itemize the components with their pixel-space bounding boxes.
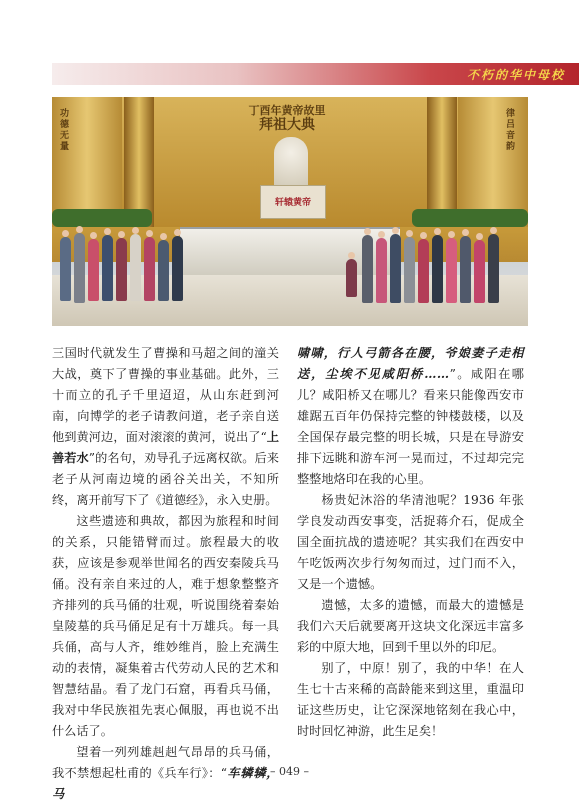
paragraph-1 <box>52 343 279 511</box>
paragraph-1-rest: ”的名句，劝导孔子远离权欲。后来老子从河南边境的函谷关出关，不知所终，离开前写下了《道德经》，永入史册。 <box>52 451 279 507</box>
quote-shang-shan-ruo-shui: 上善若水 <box>52 430 279 465</box>
dragon-pillar-right <box>427 97 457 227</box>
paragraph-4 <box>297 343 524 490</box>
paragraph-7: 别了，中原！别了，我的中华！在人生七十古来稀的高龄能来到这里，重温印证这些历史，让它深深地铭刻在我心中，时时回忆神游，此生足矣！ <box>297 661 524 738</box>
hedge-right <box>412 209 528 227</box>
paragraph-6: 遗憾，太多的遗憾，而最大的遗憾是我们六天后就要离开这块文化深远丰富多彩的中原大地，回到千里以外的印尼。 <box>297 598 524 654</box>
right-inscription: 律吕音韵 <box>506 109 516 152</box>
page-number: – 049 – <box>270 765 309 778</box>
ceremony-plaque <box>222 103 352 139</box>
yellow-emperor-statue <box>274 137 308 189</box>
poem-start: 车辚辚，马 <box>52 766 279 801</box>
article-left-column <box>52 343 279 805</box>
statue-pedestal <box>260 185 326 219</box>
magazine-title: 不朽的华中母校 <box>466 68 565 82</box>
paragraph-4-rest: ”。咸阳在哪儿？咸阳桥又在哪儿？看来只能像西安市雄踞五百年仍保持完整的钟楼鼓楼，以及全国保存最完整的明长城，只是在导游安排下远眺和游车河一晃而过，不过却完完整整地烙印在我的心里。 <box>297 367 524 486</box>
article-right-column <box>297 343 524 742</box>
paragraph-5: 杨贵妃沐浴的华清池呢？1936 年张学良发动西安事变，活捉蒋介石，促成全国全面抗战的遗迹呢？其实我们在西安中午吃饭两次步行匆匆而过，过门而不入，又是一个遗憾。 <box>297 493 524 591</box>
pedestal-inscription: 轩辕黄帝 <box>274 198 311 208</box>
hedge-left <box>52 209 152 227</box>
paragraph-3-text: 望着一列列雄赳赳气昂昂的兵马俑，我不禁想起杜甫的《兵车行》：“ <box>52 745 279 780</box>
plaque-line-2: 拜祖大典 <box>259 117 315 133</box>
group-photo <box>52 97 528 326</box>
paragraph-1-text: 三国时代就发生了曹操和马超之间的潼关大战，奠下了曹操的事业基础。此外，三十而立的孔子千里迢迢，从山东赶到河南，向博学的老子请教问道，老子亲自送他到黄河边，面对滚滚的黄河，说出了“ <box>52 346 279 444</box>
plaque-line-1: 丁酉年黄帝故里 <box>248 104 326 117</box>
left-inscription: 功德无量 <box>60 109 70 152</box>
paragraph-2: 这些遗迹和典故，都因为旅程和时间的关系，只能错臂而过。旅程最大的收获，应该是参观举世闻名的西安秦陵兵马俑。没有亲自来过的人，难于想象整整齐齐排列的兵马俑的壮观，听说围绕着秦始皇陵墓的兵马俑足足有十万雄兵。每一具兵俑，高与人齐，维妙维肖，脸上充满生动的表情，凝集着古代劳动人民的艺术和智慧结晶。看了龙门石窟，再看兵马俑，我对中华民族祖先衷心佩服，再也说不出什么话了。 <box>52 514 279 738</box>
header-band <box>52 63 579 85</box>
poem-continuation: 啸啸，行人弓箭各在腰，爷娘妻子走相送，尘埃不见咸阳桥…… <box>297 346 524 381</box>
dragon-pillar-left <box>124 97 154 227</box>
